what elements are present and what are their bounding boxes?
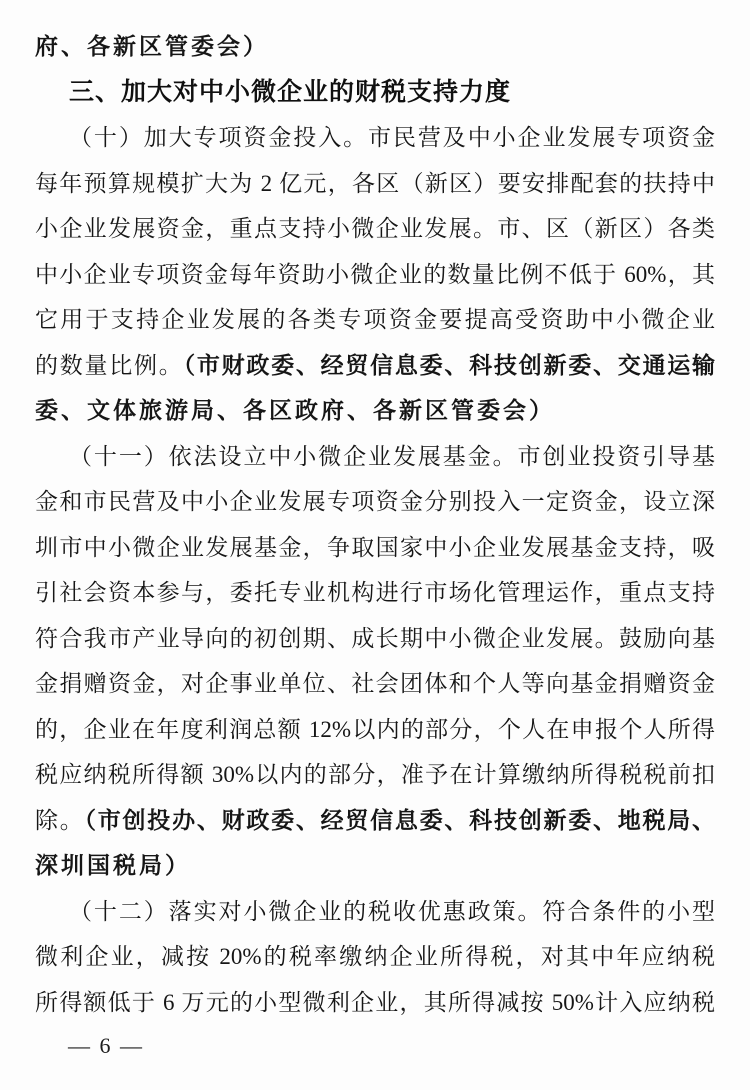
line-text: （十一）依法设立中小微企业发展基金。市创业投资引导基 xyxy=(69,443,715,469)
text-line xyxy=(35,525,715,571)
text-line-mixed xyxy=(35,798,715,844)
text-line-departments-continued xyxy=(35,24,715,70)
text-line xyxy=(35,206,715,252)
text-line xyxy=(35,980,715,1026)
line-text: 它用于支持企业发展的各类专项资金要提高受资助中小微企业 xyxy=(35,307,715,332)
text-line-paragraph-10-start xyxy=(35,115,715,161)
text-line-paragraph-11-start xyxy=(35,434,715,480)
text-line xyxy=(35,297,715,343)
line-text: 所得额低于 6 万元的小型微利企业，其所得减按 50%计入应纳税 xyxy=(35,989,715,1015)
text-line xyxy=(35,752,715,798)
line-text: 除。 xyxy=(35,807,85,833)
line-text-departments: （市财政委、经贸信息委、科技创新委、交通运输 xyxy=(183,352,716,378)
document-body xyxy=(35,24,715,1025)
line-text: 的，企业在年度利润总额 12%以内的部分，个人在申报个人所得 xyxy=(35,716,715,742)
text-line xyxy=(35,707,715,753)
line-text: 委、文体旅游局、各区政府、各新区管委会） xyxy=(35,398,555,423)
line-text: （十二）落实对小微企业的税收优惠政策。符合条件的小型 xyxy=(69,898,715,924)
line-text-departments: （市创投办、财政委、经贸信息委、科技创新委、地税局、 xyxy=(84,807,716,833)
line-text: 每年预算规模扩大为 2 亿元，各区（新区）要安排配套的扶持中 xyxy=(35,170,715,196)
line-text: 中小企业专项资金每年资助小微企业的数量比例不低于 60%，其 xyxy=(35,261,715,287)
page-number: — 6 — xyxy=(68,1033,144,1058)
text-line-mixed xyxy=(35,343,715,389)
line-text: 金捐赠资金，对企事业单位、社会团体和个人等向基金捐赠资金 xyxy=(35,671,715,696)
text-line xyxy=(35,161,715,207)
text-line-departments xyxy=(35,843,715,889)
text-line-paragraph-12-start xyxy=(35,889,715,935)
line-text: 金和市民营及中小企业发展专项资金分别投入一定资金，设立深 xyxy=(35,489,715,514)
line-text: 深圳国税局） xyxy=(35,853,191,878)
line-text: 府、各新区管委会） xyxy=(35,34,269,59)
section-heading xyxy=(35,70,715,116)
line-text: （十）加大专项资金投入。市民营及中小企业发展专项资金 xyxy=(69,125,715,150)
line-text: 小企业发展资金，重点支持小微企业发展。市、区（新区）各类 xyxy=(35,216,715,241)
text-line xyxy=(35,661,715,707)
line-text: 税应纳税所得额 30%以内的部分，准予在计算缴纳所得税税前扣 xyxy=(35,762,715,787)
text-line xyxy=(35,252,715,298)
text-line xyxy=(35,570,715,616)
text-line xyxy=(35,616,715,662)
text-line-departments xyxy=(35,388,715,434)
line-text: 微利企业，减按 20%的税率缴纳企业所得税，对其中年应纳税 xyxy=(35,944,715,969)
heading-text: 三、加大对中小微企业的财税支持力度 xyxy=(69,77,512,106)
line-text: 引社会资本参与，委托专业机构进行市场化管理运作，重点支持 xyxy=(35,580,715,605)
line-text: 符合我市产业导向的初创期、成长期中小微企业发展。鼓励向基 xyxy=(35,625,715,651)
line-text: 圳市中小微企业发展基金，争取国家中小企业发展基金支持，吸 xyxy=(35,534,715,560)
line-text: 的数量比例。 xyxy=(35,352,184,378)
text-line xyxy=(35,479,715,525)
text-line xyxy=(35,934,715,980)
